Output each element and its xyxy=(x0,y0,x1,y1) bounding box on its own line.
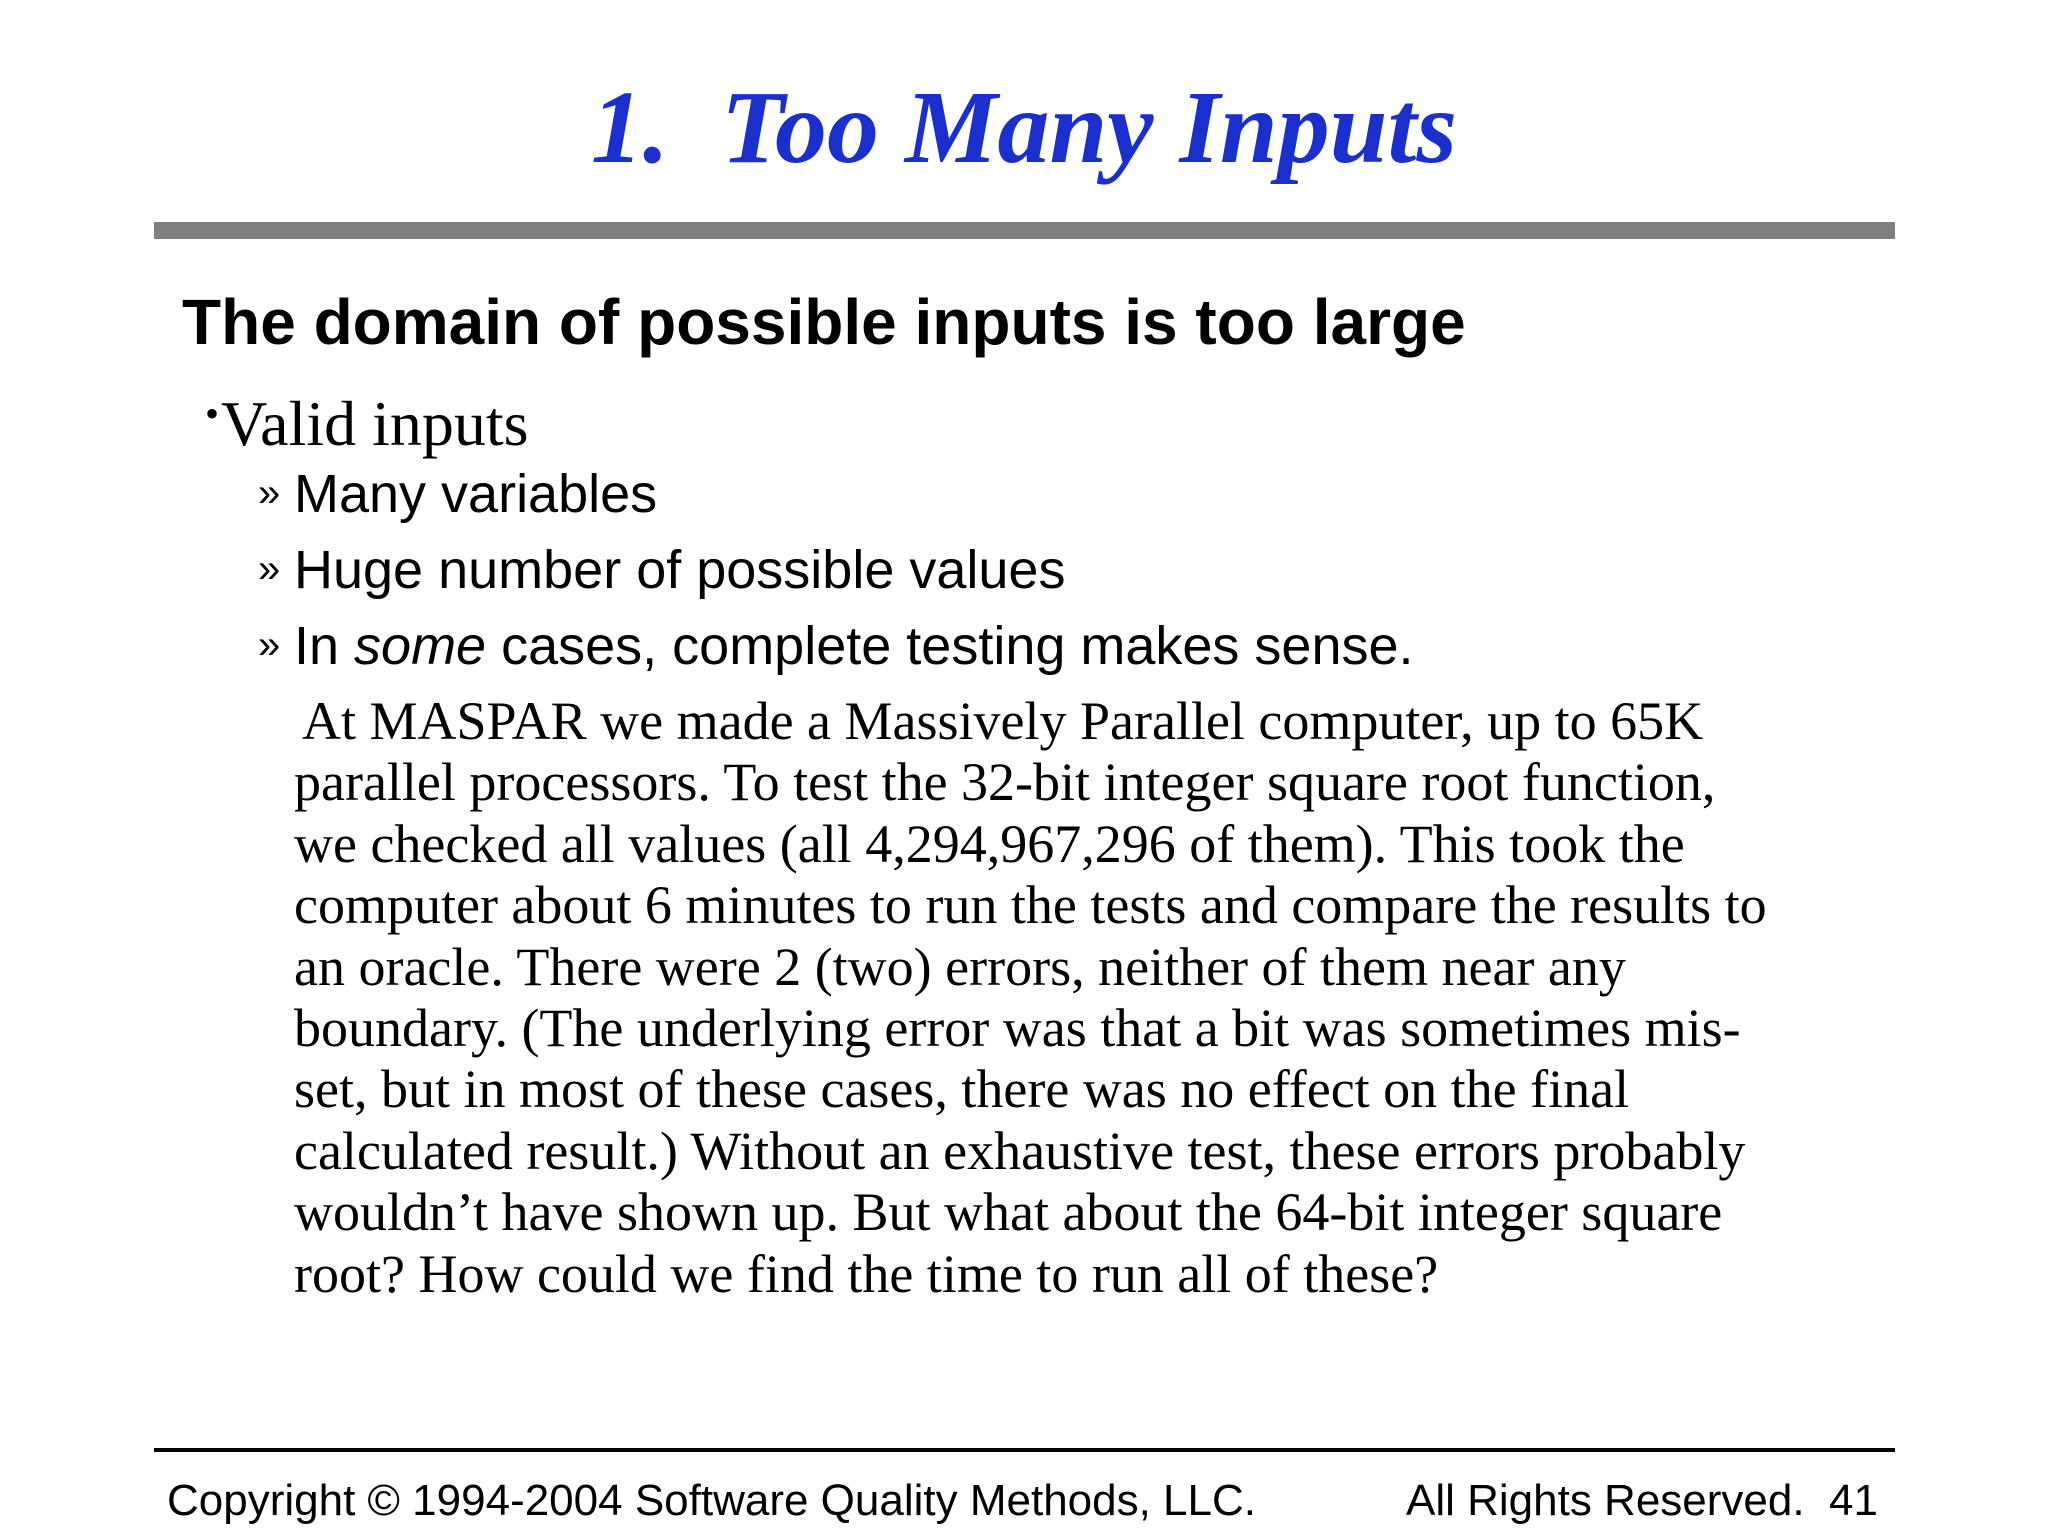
bullet-text: Valid inputs xyxy=(221,388,529,459)
paragraph-line: root? How could we find the time to run all of these? xyxy=(294,1243,1439,1304)
slide-title: 1. Too Many Inputs xyxy=(591,70,1457,185)
paragraph-line: an oracle. There were 2 (two) errors, neither of them near any xyxy=(294,936,1626,997)
maspar-story-paragraph xyxy=(294,691,1894,1305)
sub-bullet-marker: » xyxy=(258,547,281,591)
footer-divider xyxy=(154,1448,1895,1452)
page-number: 41 xyxy=(1829,1476,1878,1525)
sub-bullet-text: Many variables xyxy=(294,464,658,524)
sub-bullet-marker: » xyxy=(258,623,281,667)
footer-rights: All Rights Reserved. xyxy=(1405,1476,1805,1525)
paragraph-line: calculated result.) Without an exhaustive test, these errors probably xyxy=(294,1120,1746,1181)
title-divider xyxy=(154,222,1895,239)
paragraph-line: boundary. (The underlying error was that a bit was sometimes mis- xyxy=(294,998,1741,1059)
sub-bullet-marker: » xyxy=(258,471,281,515)
bullet-marker: • xyxy=(205,391,220,436)
sub-bullet-possible-values xyxy=(258,537,1065,602)
paragraph-line: set, but in most of these cases, there was no effect on the final xyxy=(294,1059,1630,1120)
paragraph-line: computer about 6 minutes to run the tests and compare the results to xyxy=(294,875,1767,936)
footer-copyright: Copyright © 1994-2004 Software Quality Methods, LLC. xyxy=(167,1476,1256,1525)
sub-bullet-many-variables xyxy=(258,461,657,526)
sub-bullet-text: Huge number of possible values xyxy=(294,540,1066,600)
sub-bullet-text-post: cases, complete testing makes sense. xyxy=(486,616,1414,676)
footer-rights-page xyxy=(1406,1473,1878,1529)
paragraph-line: parallel processors. To test the 32-bit integer square root function, xyxy=(294,752,1716,813)
section-heading: The domain of possible inputs is too large xyxy=(182,286,1466,358)
paragraph-line: wouldn’t have shown up. But what about the 64-bit integer square xyxy=(294,1182,1723,1243)
sub-bullet-text-pre: In xyxy=(294,616,355,676)
sub-bullet-emphasis: some xyxy=(354,616,487,676)
paragraph-line: we checked all values (all 4,294,967,296 of them). This took the xyxy=(294,813,1685,874)
sub-bullet-complete-testing xyxy=(258,613,1414,678)
bullet-valid-inputs xyxy=(205,374,529,464)
paragraph-line: At MASPAR we made a Massively Parallel computer, up to 65K xyxy=(302,691,1704,751)
